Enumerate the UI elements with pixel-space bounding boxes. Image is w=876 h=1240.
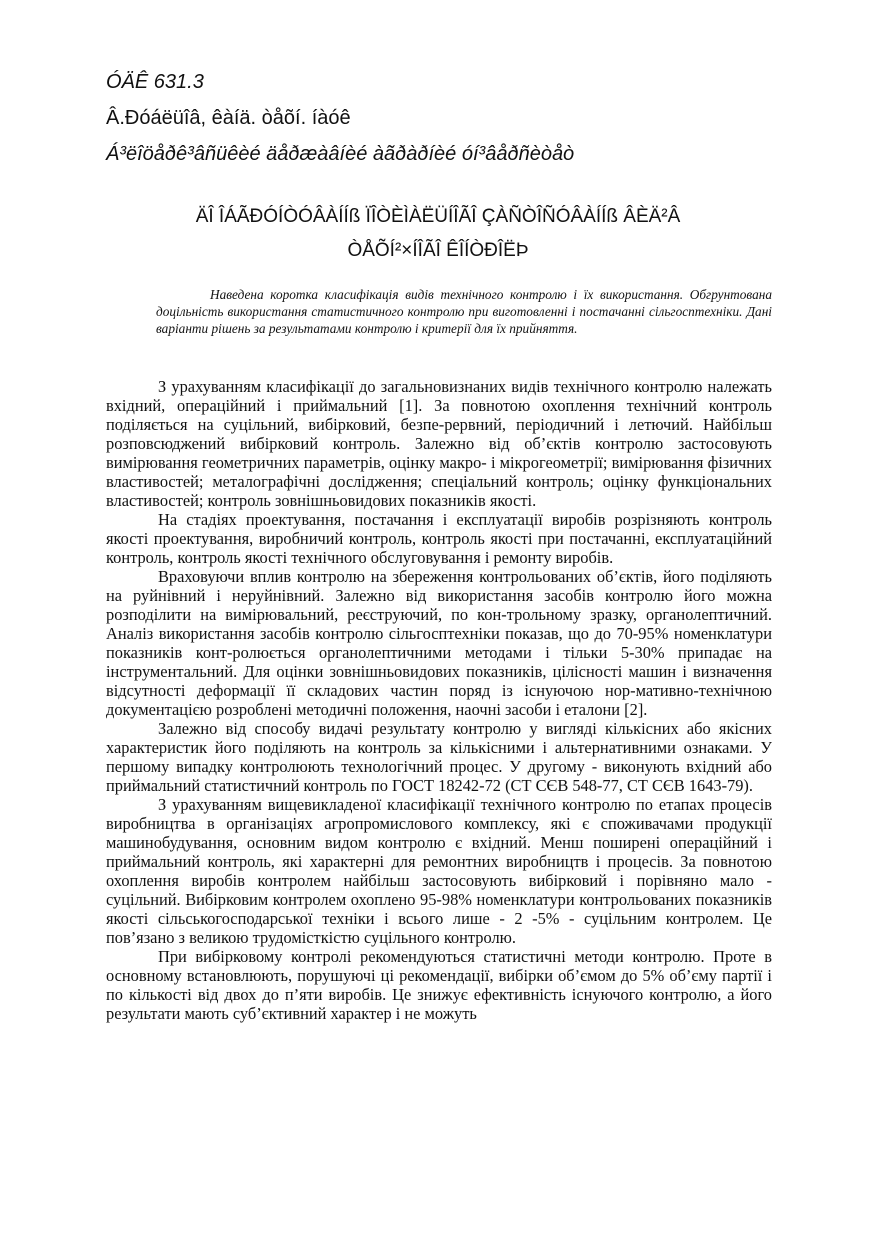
paragraph-5: З урахуванням вищевикладеної класифікації технічного контролю по етапах процесів виробництва в організаціях агропромислового комплексу, які є споживачами продукції машинобудування, основним видом контролю є вхідний. Менш поширені операційний і приймальний контроль, які характерні для ремонтних виробництв і процесів. За повнотою охоплення виробів контролем найбільш застосовують вибірковий і порівняно мало - суцільний. Вибірковим контролем охоплено 95-98% номенклатури контрольованих показників якості сільськогосподарської техніки і всього лише - 2 -5% - суцільним контролем. Це пов’язано з великою трудомісткістю суцільного контролю. [106,795,772,947]
article-title [106,200,770,268]
title-line-2: ÒÅÕÍ²×ÍÎÃÎ ÊÎÍÒÐÎËÞ [347,240,529,261]
paragraph-1: З урахуванням класифікації до загальновизнаних видів технічного контролю належать вхідний, операційний і приймальний [1]. За повнотою охоплення технічний контроль поділяється на суцільний, вибірковий, безпе-рервний, періодичний і летючий. Найбільш розповсюджений вибірковий контроль. Залежно від об’єктів контролю застосовують вимірювання геометричних параметрів, оцінку макро- і мікрогеометрії; вимірювання фізичних властивостей; металографічні дослідження; спеціальний контроль; оцінку функціональних властивостей; контроль зовнішньовидових показників якості. [106,377,772,510]
paragraph-4: Залежно від способу видачі результату контролю у вигляді кількісних або якісних характеристик його поділяють на контроль за кількісними і альтернативними ознаками. У першому випадку контролюють технологічний процес. У другому - виконують вхідний або приймальний статистичний контроль по ГОСТ 18242-72 (СТ СЄВ 548-77, СТ СЄВ 1643-79). [106,719,772,795]
author-line: Â.Ðóáëüîâ, êàíä. òåõí. íàóê [106,107,351,129]
paragraph-2: На стадіях проектування, постачання і експлуатації виробів розрізняють контроль якості проектування, виробничий контроль, контроль якості при постачанні, експлуатаційний контроль, контроль якості технічного обслуговування і ремонту виробів. [106,510,772,567]
affiliation-line: Á³ëîöåðê³âñüêèé äåðæàâíèé àãðàðíèé óí³âåðñèòåò [106,143,575,165]
article-body [106,377,772,1023]
paragraph-3: Враховуючи вплив контролю на збереження контрольованих об’єктів, його поділяють на руйнівний і неруйнівний. Залежно від використання засобів контролю його можна розподілити на вимірювальний, реєструючий, по кон-трольному зразку, органолептичний. Аналіз використання засобів контролю сільгосптехніки показав, що до 70-95% номенклатури показників конт-ролюється органолептичними методами і тільки 5-30% припадає на інструментальний. Для оцінки зовнішньовидових показників, цілісності машин і визначення відсутності деформації її складових частин поряд із існуючою нор-мативно-технічною документацією розроблені методичні положення, наочні засоби і еталони [2]. [106,567,772,719]
title-line-1: ÄÎ ÎÁÃÐÓÍÒÓÂÀÍÍß ÏÎÒÈÌÀËÜÍÎÃÎ ÇÀÑÒÎÑÓÂÀÍÍß ÂÈÄ²Â [195,206,681,227]
udc-code: ÓÄÊ 631.3 [106,71,204,93]
abstract: Наведена коротка класифікація видів технічного контролю і їх використання. Обгрунтована доцільність використання статистичного контролю при виготовленні і постачанні сільгосптехніки. Дані варіанти рішень за результатами контролю і критерії для їх прийняття. [156,287,772,336]
paragraph-6: При вибірковому контролі рекомендуються статистичні методи контролю. Проте в основному встановлюють, порушуючі ці рекомендації, вибірки об’ємом до 5% об’єму партії і по кількості від двох до п’яти виробів. Це знижує ефективність існуючого контролю, а його результати мають суб’єктивний характер і не можуть [106,947,772,1023]
